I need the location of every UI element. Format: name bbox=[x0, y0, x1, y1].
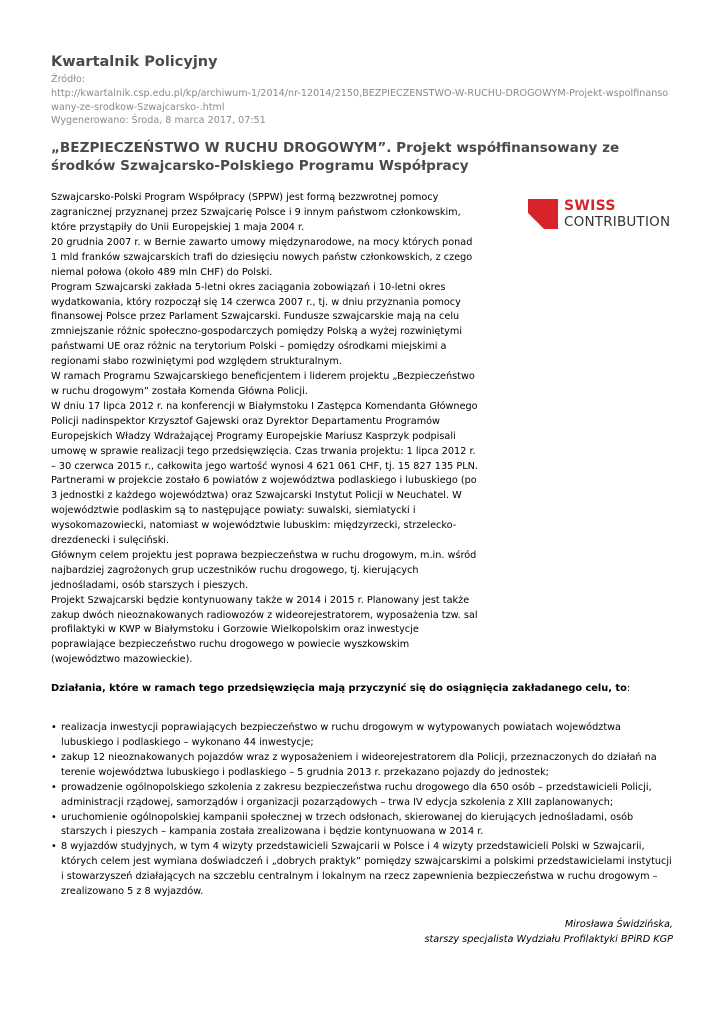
article-title: „BEZPIECZEŃSTWO W RUCHU DROGOWYM”. Projekt współfinansowany ze środków Szwajcarsko-Polskiego Programu Współpracy bbox=[51, 140, 620, 175]
paragraph: Projekt Szwajcarski będzie kontynuowany także w 2014 i 2015 r. Planowany jest także zakup dwóch nieoznakowanych radiowozów z wideorejestratorem, wyposażenia tzw. sal profilaktyki w KWP w Białymstoku i Gorzowie Wielkopolskim oraz inwestycje poprawiające bezpieczeństwo ruchu drogowego w powiecie wyszkowskim (województwo mazowieckie). bbox=[51, 594, 478, 666]
list-item-text: realizacja inwestycji poprawiających bezpieczeństwo w ruchu drogowym w wytypowanych powiatach województwa lubuskiego i podlaskiego – wykonano 44 inwestycje; bbox=[61, 722, 621, 748]
document-meta bbox=[51, 73, 673, 128]
bullet-icon: • bbox=[51, 751, 57, 763]
document-page bbox=[51, 52, 673, 948]
actions-lead bbox=[51, 682, 673, 697]
paragraph: Partnerami w projekcie zostało 6 powiatów z województwa podlaskiego i lubuskiego (po 3 jednostki z każdego województwa) oraz Szwajcarski Instytut Policji w Neuchatel. W województwie podlaskim są to następujące powiaty: suwalski, siemiatycki i wysokomazowiecki, natomiast w województwie lubuskim: międzyrzecki, strzelecko-drezdenecki i sulęciński. bbox=[51, 475, 477, 547]
site-title: Kwartalnik Policyjny bbox=[51, 54, 218, 70]
paragraph: Głównym celem projektu jest poprawa bezpieczeństwa w ruchu drogowym, m.in. wśród najbardziej zagrożonych grup uczestników ruchu drogowego, tj. kierujących jednośladami, osób starszych i pieszych. bbox=[51, 549, 477, 591]
paragraph: Program Szwajcarski zakłada 5-letni okres zaciągania zobowiązań i 10-letni okres wydatkowania, który rozpoczął się 14 czerwca 2007 r., tj. w dniu przyznania pomocy finansowej Polsce przez Parlament Szwajcarski. Fundusze szwajcarskie mają na celu zmniejszanie różnic społeczno-gospodarczych pomiędzy Polską a wyżej rozwiniętymi państwami UE oraz różnic na terytorium Polski – pomiędzy ośrodkami miejskimi a regionami słabo rozwiniętymi pod względem strukturalnym. bbox=[51, 281, 463, 368]
list-item bbox=[51, 751, 673, 781]
logo-contribution-text: CONTRIBUTION bbox=[564, 214, 671, 231]
list-item-text: zakup 12 nieoznakowanych pojazdów wraz z wyposażeniem i wideorejestratorem dla Policji, przeznaczonych do działań na terenie województwa lubuskiego i podlaskiego – 5 grudnia 2013 r. przekazano pojazdy do jednostek; bbox=[61, 751, 657, 778]
list-item bbox=[51, 811, 673, 841]
list-item bbox=[51, 840, 673, 900]
generated-date: Wygenerowano: Środa, 8 marca 2017, 07:51 bbox=[51, 115, 266, 127]
list-item bbox=[51, 781, 673, 811]
source-label: Źródło: bbox=[51, 74, 86, 85]
bullet-icon: • bbox=[51, 841, 57, 853]
paragraph: 20 grudnia 2007 r. w Bernie zawarto umowy międzynarodowe, na mocy których ponad 1 mld franków szwajcarskich trafi do dziesięciu nowych państw członkowskich, z czego niemal połowa (około 489 mln CHF) do Polski. bbox=[51, 236, 473, 278]
actions-lead-colon: : bbox=[626, 683, 631, 695]
list-item-text: uruchomienie ogólnopolskiej kampanii społecznej w trzech odsłonach, skierowanej do kierujących jednośladami, osób starszych i pieszych – kampania została zrealizowana i będzie kontynuowana w 2014 r. bbox=[61, 811, 634, 838]
bullet-icon: • bbox=[51, 781, 57, 793]
author-name: Mirosława Świdzińska, bbox=[564, 918, 673, 930]
paragraph: W ramach Programu Szwajcarskiego beneficjentem i liderem projektu „Bezpieczeństwo w ruchu drogowym” została Komenda Główna Policji. bbox=[51, 371, 475, 397]
bullet-icon: • bbox=[51, 811, 57, 823]
article-content bbox=[51, 191, 673, 948]
actions-list bbox=[51, 721, 673, 900]
swiss-contribution-logo-icon bbox=[528, 199, 558, 229]
signature bbox=[51, 918, 673, 948]
paragraph: Szwajcarsko-Polski Program Współpracy (SPPW) jest formą bezzwrotnej pomocy zagranicznej przyznanej przez Szwajcarię Polsce i 9 innym państwom członkowskim, które przystąpiły do Unii Europejskiej 1 maja 2004 r. bbox=[51, 192, 461, 233]
swiss-contribution-logo bbox=[528, 198, 673, 230]
actions-lead-text: Działania, które w ramach tego przedsięwzięcia mają przyczynić się do osiągnięcia zakładanego celu, to bbox=[51, 683, 627, 695]
list-item bbox=[51, 721, 673, 751]
source-url[interactable]: http://kwartalnik.csp.edu.pl/kp/archiwum-1/2014/nr-12014/2150,BEZPIECZENSTWO-W-RUCHU-DROGOWYM-Projekt-wspolfinansowany-ze-srodkow-Szwajcarsko-.html bbox=[51, 87, 669, 113]
paragraph: W dniu 17 lipca 2012 r. na konferencji w Białymstoku I Zastępca Komendanta Głównego Policji nadinspektor Krzysztof Gajewski oraz Dyrektor Departamentu Programów Europejskich Władzy Wdrażającej Programy Europejskie Mariusz Kasprzyk podpisali umowę w sprawie realizacji tego przedsięwzięcia. Czas trwania projektu: 1 lipca 2012 r. – 30 czerwca 2015 r., całkowita jego wartość wynosi 4 621 061 CHF, tj. 15 827 135 PLN. bbox=[51, 400, 478, 472]
article-body bbox=[51, 191, 481, 668]
logo-swiss-text: SWISS bbox=[564, 198, 616, 215]
list-item-text: prowadzenie ogólnopolskiego szkolenia z zakresu bezpieczeństwa ruchu drogowego dla 650 osób – przedstawicieli Policji, administracji rządowej, samorządów i organizacji pozarządowych – trwa IV edycja szkolenia z XIII zaplanowanych; bbox=[61, 781, 652, 808]
list-item-text: 8 wyjazdów studyjnych, w tym 4 wizyty przedstawicieli Szwajcarii w Polsce i 4 wizyty przedstawicieli Polski w Szwajcarii, których celem jest wymiana doświadczeń i „dobrych praktyk” pomiędzy szwajcarskimi a polskimi przedstawicielami instytucji i stowarzyszeń działających na szczeblu centralnym i lokalnym na rzecz zapewnienia bezpieczeństwa w ruchu drogowym – zrealizowano 5 z 8 wyjazdów. bbox=[61, 841, 672, 898]
bullet-icon: • bbox=[51, 722, 57, 734]
author-position: starszy specjalista Wydziału Profilaktyki BPiRD KGP bbox=[424, 933, 673, 945]
